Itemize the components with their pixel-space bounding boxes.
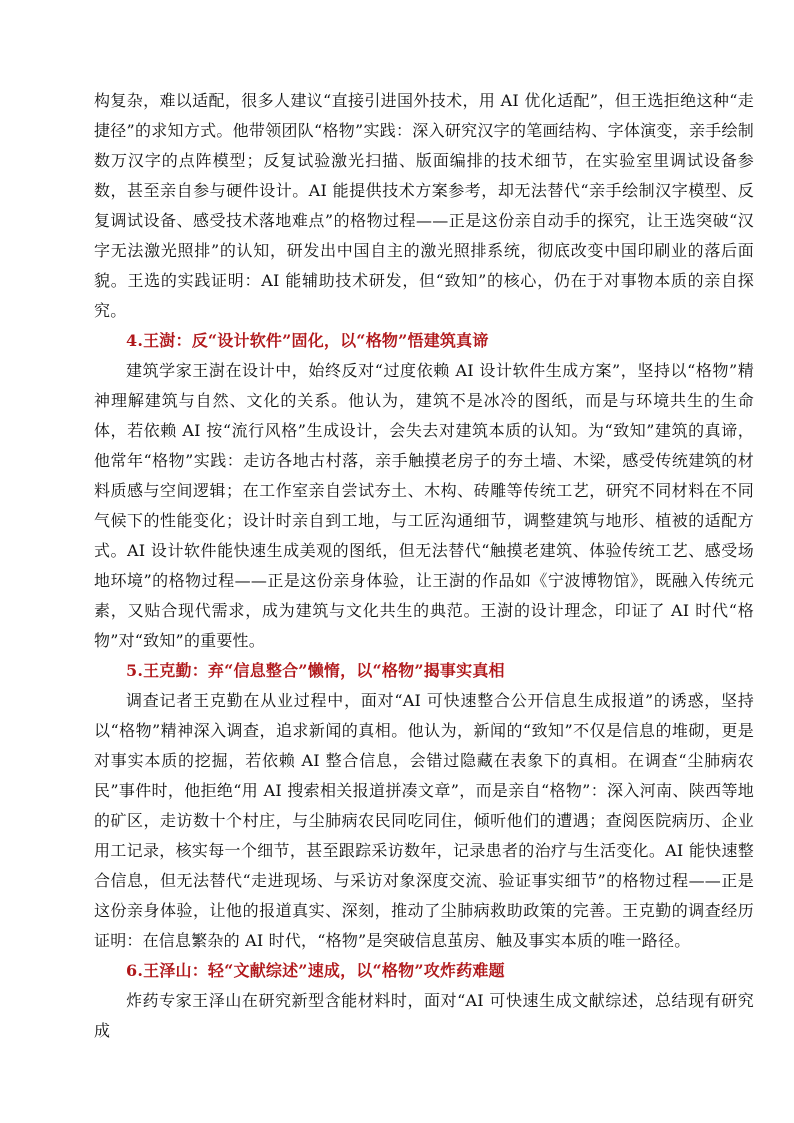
section-heading-wang-keqin: 5.王克勤：弃“信息整合”懒惰，以“格物”揭事实真相 bbox=[126, 661, 505, 680]
paragraph-wang-xuan-continued: 构复杂，难以适配，很多人建议“直接引进国外技术，用 AI 优化适配”，但王选拒绝这种“走捷径”的求知方式。他带领团队“格物”实践：深入研究汉字的笔画结构、字体演变，亲手绘制数万汉字的点阵模型；反复试验激光扫描、版面编排的技术细节，在实验室里调试设备参数，甚至亲自参与硬件设计。AI 能提供技术方案参考，却无法替代“亲手绘制汉字模型、反复调试设备、感受技术落地难点”的格物过程——正是这份亲自动手的探究，让王选突破“汉字无法激光照排”的认知，研发出中国自主的激光照排系统，彻底改变中国印刷业的落后面貌。王选的实践证明：AI 能辅助技术研发，但“致知”的核心，仍在于对事物本质的亲自探究。 bbox=[94, 91, 754, 320]
paragraph-wang-zeshan: 炸药专家王泽山在研究新型含能材料时，面对“AI 可快速生成文献综述，总结现有研究成 bbox=[94, 991, 754, 1040]
paragraph-wang-shu: 建筑学家王澍在设计中，始终反对“过度依赖 AI 设计软件生成方案”，坚持以“格物”精神理解建筑与自然、文化的关系。他认为，建筑不是冰冷的图纸，而是与环境共生的生命体，若依赖 AI 按“流行风格”生成设计，会失去对建筑本质的认知。为“致知”建筑的真谛，他常年“格物”实践：走访各地古村落，亲手触摸老房子的夯土墙、木梁，感受传统建筑的材料质感与空间逻辑；在工作室亲自尝试夯土、木构、砖雕等传统工艺，研究不同材料在不同气候下的性能变化；设计时亲自到工地，与工匠沟通细节，调整建筑与地形、植被的适配方式。AI 设计软件能快速生成美观的图纸，但无法替代“触摸老建筑、体验传统工艺、感受场地环境”的格物过程——正是这份亲身体验，让王澍的作品如《宁波博物馆》，既融入传统元素，又贴合现代需求，成为建筑与文化共生的典范。王澍的设计理念，印证了 AI 时代“格物”对“致知”的重要性。 bbox=[94, 361, 754, 650]
document-body bbox=[94, 86, 754, 1046]
section-heading-wang-shu: 4.王澍：反“设计软件”固化，以“格物”悟建筑真谛 bbox=[126, 331, 489, 350]
section-heading-wang-zeshan: 6.王泽山：轻“文献综述”速成，以“格物”攻炸药难题 bbox=[126, 961, 505, 980]
paragraph-wang-keqin: 调查记者王克勤在从业过程中，面对“AI 可快速整合公开信息生成报道”的诱惑，坚持以“格物”精神深入调查，追求新闻的真相。他认为，新闻的“致知”不仅是信息的堆砌，更是对事实本质的挖掘，若依赖 AI 整合信息，会错过隐藏在表象下的真相。在调查“尘肺病农民”事件时，他拒绝“用 AI 搜索相关报道拼凑文章”，而是亲自“格物”：深入河南、陕西等地的矿区，走访数十个村庄，与尘肺病农民同吃同住，倾听他们的遭遇；查阅医院病历、企业用工记录，核实每一个细节，甚至跟踪采访数年，记录患者的治疗与生活变化。AI 能快速整合信息，但无法替代“走进现场、与采访对象深度交流、验证事实细节”的格物过程——正是这份亲身体验，让他的报道真实、深刻，推动了尘肺病救助政策的完善。王克勤的调查经历证明：在信息繁杂的 AI 时代，“格物”是突破信息茧房、触及事实本质的唯一路径。 bbox=[94, 691, 754, 950]
